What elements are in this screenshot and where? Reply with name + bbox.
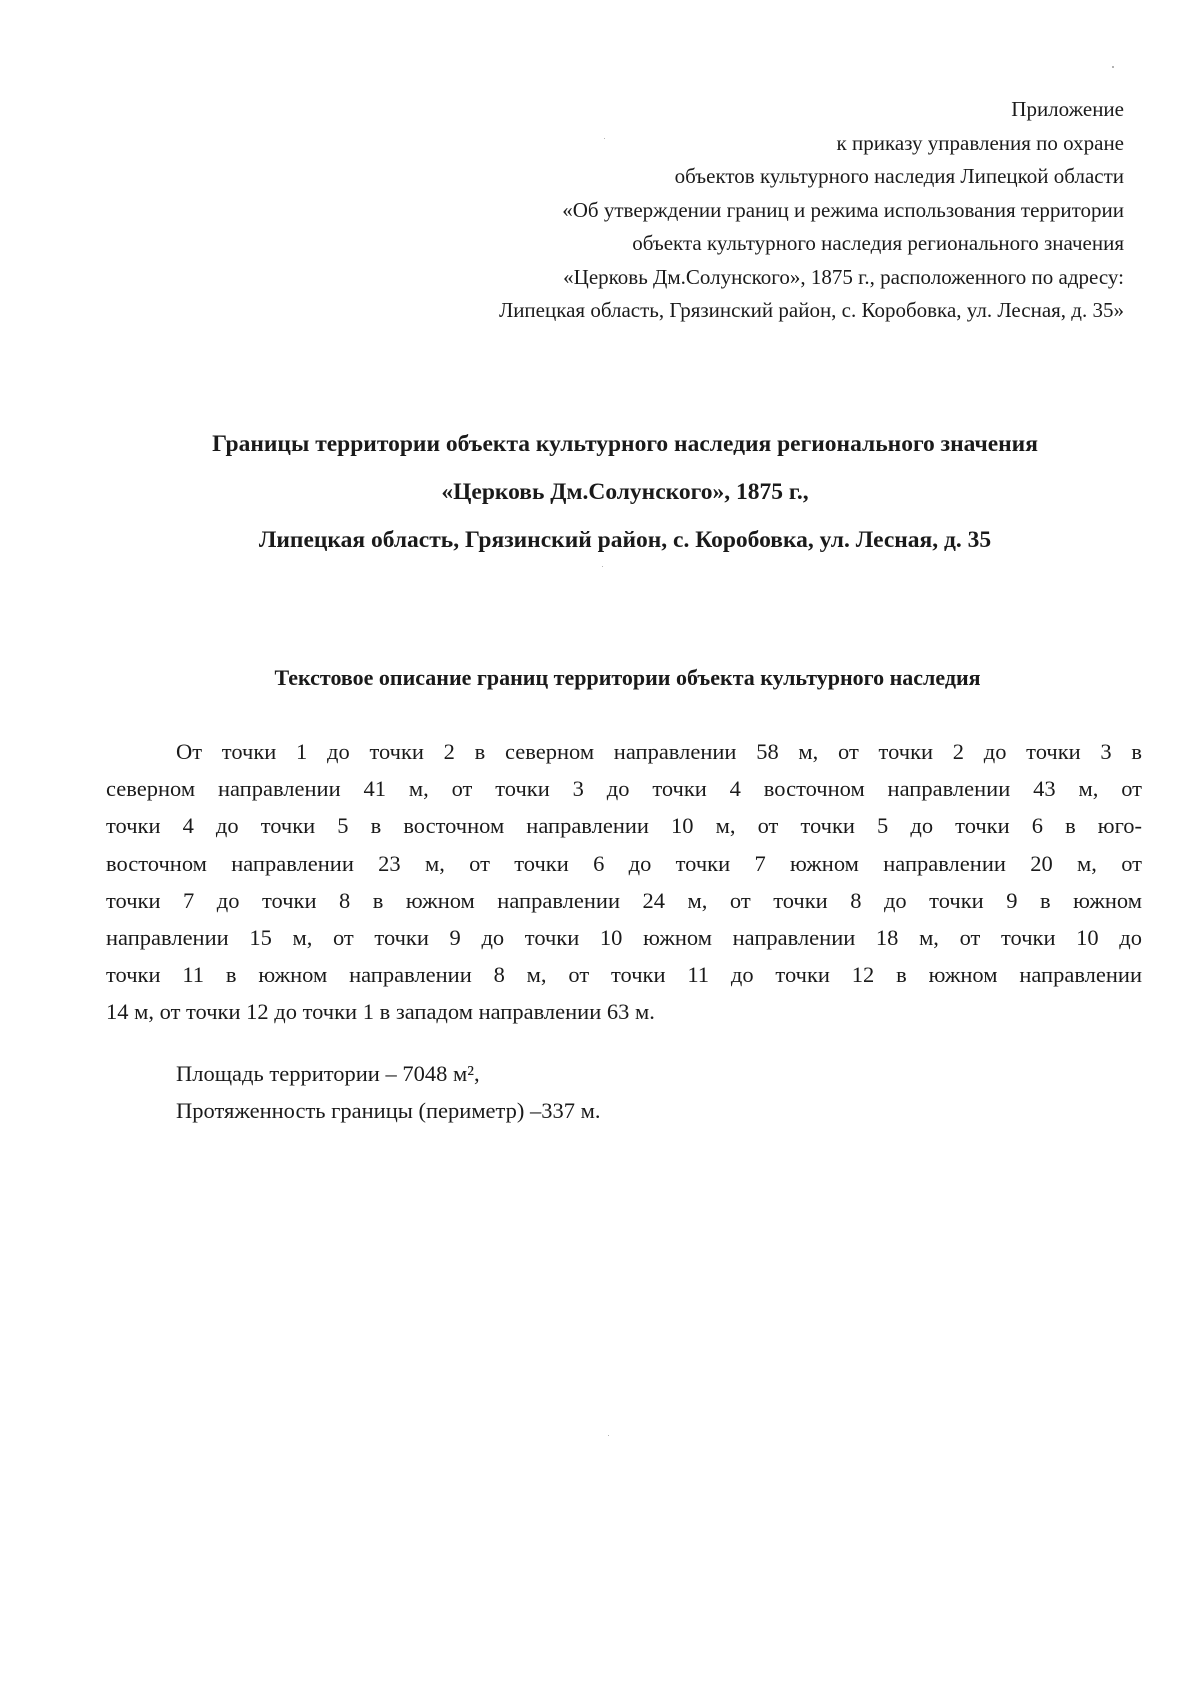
scan-speck (1112, 66, 1114, 68)
appendix-line: объекта культурного наследия регионального значения (632, 231, 1124, 255)
appendix-line: «Церковь Дм.Солунского», 1875 г., расположенного по адресу: (563, 264, 1124, 289)
appendix-line: «Об утверждении границ и режима использования территории (562, 197, 1124, 222)
appendix-line: к приказу управления по охране (836, 130, 1124, 155)
appendix-line: Приложение (1011, 97, 1124, 121)
description-line: 14 м, от точки 12 до точки 1 в западом направлении 63 м. (106, 999, 655, 1025)
title-line: «Церковь Дм.Солунского», 1875 г., (441, 479, 809, 505)
territory-stats (176, 1055, 601, 1129)
appendix-header (224, 93, 1124, 328)
description-line: точки 11 в южном направлении 8 м, от точки 11 до точки 12 в южном направлении (106, 962, 1142, 988)
appendix-line: Липецкая область, Грязинский район, с. Коробовка, ул. Лесная, д. 35» (498, 298, 1124, 322)
scan-speck (604, 138, 605, 139)
area-value: Площадь территории – 7048 м², (176, 1061, 480, 1086)
document-title (60, 420, 1190, 564)
section-heading: Текстовое описание границ территории объекта культурного наследия (274, 665, 981, 690)
description-line: От точки 1 до точки 2 в северном направлении 58 м, от точки 2 до точки 3 в (176, 739, 1142, 764)
description-line: точки 4 до точки 5 в восточном направлении 10 м, от точки 5 до точки 6 в юго- (106, 813, 1142, 839)
title-line: Границы территории объекта культурного наследия регионального значения (212, 431, 1038, 457)
title-line: Липецкая область, Грязинский район, с. Коробовка, ул. Лесная, д. 35 (258, 527, 992, 553)
description-line: направлении 15 м, от точки 9 до точки 10 южном направлении 18 м, от точки 10 до (106, 925, 1142, 951)
boundary-description (106, 733, 1142, 1031)
scan-speck (602, 566, 603, 567)
appendix-line: объектов культурного наследия Липецкой области (674, 164, 1124, 188)
description-line: северном направлении 41 м, от точки 3 до точки 4 восточном направлении 43 м, от (106, 776, 1142, 802)
description-line: восточном направлении 23 м, от точки 6 до точки 7 южном направлении 20 м, от (106, 850, 1142, 876)
scan-speck (608, 1435, 609, 1436)
perimeter-value: Протяженность границы (периметр) –337 м. (176, 1098, 601, 1123)
description-line: точки 7 до точки 8 в южном направлении 24 м, от точки 8 до точки 9 в южном (106, 887, 1142, 913)
